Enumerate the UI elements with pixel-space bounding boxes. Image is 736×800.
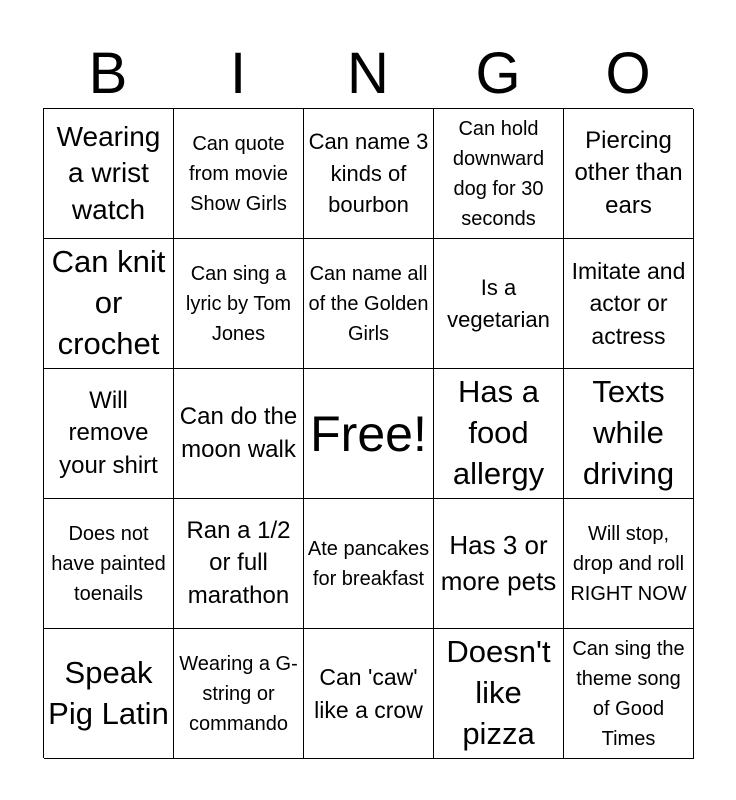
cell-text: Can quote from movie Show Girls <box>189 132 288 215</box>
bingo-cell[interactable] <box>434 239 564 369</box>
bingo-cell[interactable] <box>44 109 174 239</box>
bingo-cell[interactable] <box>564 109 694 239</box>
cell-text: Ran a 1/2 or full marathon <box>186 516 291 609</box>
header-letter-n: N <box>347 41 389 106</box>
cell-text: Has 3 or more pets <box>440 530 557 596</box>
cell-text: Will stop, drop and roll RIGHT NOW <box>570 522 687 605</box>
bingo-cell[interactable] <box>434 109 564 239</box>
bingo-cell[interactable] <box>174 239 304 369</box>
cell-text: Wearing a wrist watch <box>56 120 161 225</box>
bingo-cell[interactable] <box>44 499 174 629</box>
header-letter-i: I <box>229 41 247 106</box>
cell-text: Texts while driving <box>582 374 675 491</box>
bingo-cell[interactable] <box>564 369 694 499</box>
cell-text: Can sing the theme song of Good Times <box>572 637 685 750</box>
cell-text: Piercing other than ears <box>574 126 683 219</box>
header-letter-b: B <box>88 41 128 106</box>
header-letter-g: G <box>475 41 521 106</box>
bingo-header <box>43 40 693 108</box>
bingo-cell[interactable] <box>304 239 434 369</box>
bingo-cell[interactable] <box>564 239 694 369</box>
bingo-cell[interactable] <box>304 629 434 759</box>
cell-text: Is a vegetarian <box>447 274 550 332</box>
cell-text: Speak Pig Latin <box>48 654 169 731</box>
bingo-cell[interactable] <box>434 499 564 629</box>
bingo-cell[interactable] <box>174 369 304 499</box>
cell-text: Can sing a lyric by Tom Jones <box>185 262 292 345</box>
bingo-cell[interactable] <box>44 369 174 499</box>
bingo-cell[interactable] <box>434 629 564 759</box>
bingo-cell[interactable] <box>174 499 304 629</box>
bingo-cell[interactable] <box>44 239 174 369</box>
bingo-cell[interactable] <box>564 499 694 629</box>
cell-text: Will remove your shirt <box>59 386 158 479</box>
cell-text: Can knit or crochet <box>51 244 166 361</box>
cell-text: Can name all of the Golden Girls <box>308 262 429 345</box>
bingo-cell[interactable] <box>434 369 564 499</box>
cell-text: Can hold downward dog for 30 seconds <box>452 117 545 230</box>
free-space-cell[interactable] <box>304 369 434 499</box>
bingo-cell[interactable] <box>174 629 304 759</box>
bingo-cell[interactable] <box>304 499 434 629</box>
cell-text: Wearing a G-string or commando <box>179 652 298 735</box>
cell-text: Free! <box>310 405 427 462</box>
cell-text: Imitate and actor or actress <box>571 258 686 349</box>
cell-text: Ate pancakes for breakfast <box>307 537 430 590</box>
bingo-card-grid <box>43 108 693 758</box>
header-letter-o: O <box>605 41 651 106</box>
cell-text: Doesn't like pizza <box>446 634 551 751</box>
bingo-cell[interactable] <box>174 109 304 239</box>
bingo-cell[interactable] <box>304 109 434 239</box>
bingo-cell[interactable] <box>564 629 694 759</box>
cell-text: Does not have painted toenails <box>51 522 166 605</box>
cell-text: Can 'caw' like a crow <box>314 664 423 723</box>
cell-text: Can do the moon walk <box>179 403 298 463</box>
cell-text: Can name 3 kinds of bourbon <box>308 128 429 218</box>
cell-text: Has a food allergy <box>452 374 545 491</box>
bingo-cell[interactable] <box>44 629 174 759</box>
